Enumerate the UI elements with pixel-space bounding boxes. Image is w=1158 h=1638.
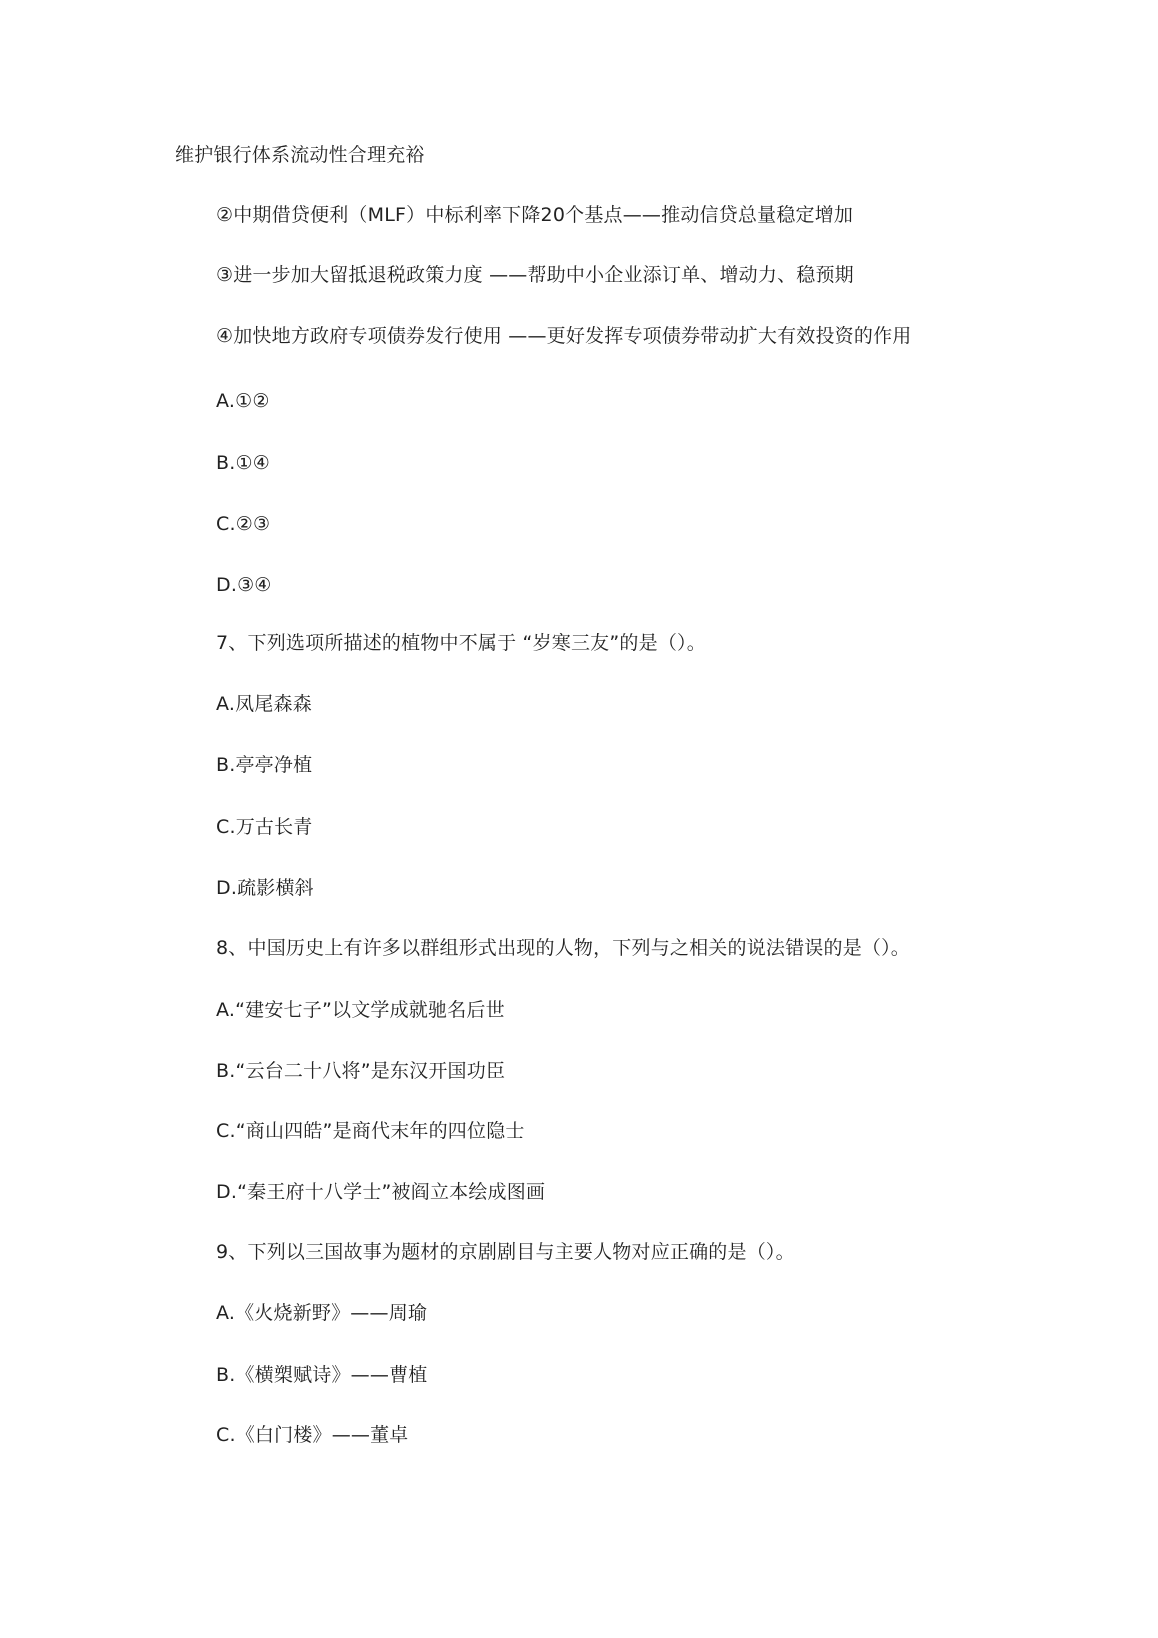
q9-option-c: C.《白门楼》——董卓 bbox=[216, 1424, 409, 1446]
q6-option-b: B.①④ bbox=[216, 452, 270, 474]
q6-option-a: A.①② bbox=[216, 390, 270, 412]
statement-4: ④加快地方政府专项债券发行使用 ——更好发挥专项债券带动扩大有效投资的作用 bbox=[216, 325, 912, 347]
q7-option-d: D.疏影横斜 bbox=[216, 877, 314, 899]
q6-option-c: C.②③ bbox=[216, 513, 271, 535]
question-7: 7、下列选项所描述的植物中不属于 “岁寒三友”的是（）。 bbox=[216, 632, 706, 654]
q6-option-d: D.③④ bbox=[216, 574, 272, 596]
text-line-continuation: 维护银行体系流动性合理充裕 bbox=[175, 144, 425, 166]
q8-option-d: D.“秦王府十八学士”被阎立本绘成图画 bbox=[216, 1181, 546, 1203]
statement-2: ②中期借贷便利（MLF）中标利率下降20个基点——推动信贷总量稳定增加 bbox=[216, 204, 854, 226]
question-9: 9、下列以三国故事为题材的京剧剧目与主要人物对应正确的是（）。 bbox=[216, 1241, 795, 1263]
q7-option-a: A.凤尾森森 bbox=[216, 693, 312, 715]
question-8: 8、中国历史上有许多以群组形式出现的人物，下列与之相关的说法错误的是（）。 bbox=[216, 937, 910, 959]
q8-option-c: C.“商山四皓”是商代末年的四位隐士 bbox=[216, 1120, 525, 1142]
q9-option-b: B.《横槊赋诗》——曹植 bbox=[216, 1364, 428, 1386]
q8-option-b: B.“云台二十八将”是东汉开国功臣 bbox=[216, 1060, 506, 1082]
q7-option-b: B.亭亭净植 bbox=[216, 754, 313, 776]
q8-option-a: A.“建安七子”以文学成就驰名后世 bbox=[216, 999, 505, 1021]
q7-option-c: C.万古长青 bbox=[216, 816, 313, 838]
statement-3: ③进一步加大留抵退税政策力度 ——帮助中小企业添订单、增动力、稳预期 bbox=[216, 264, 854, 286]
q9-option-a: A.《火烧新野》——周瑜 bbox=[216, 1302, 428, 1324]
